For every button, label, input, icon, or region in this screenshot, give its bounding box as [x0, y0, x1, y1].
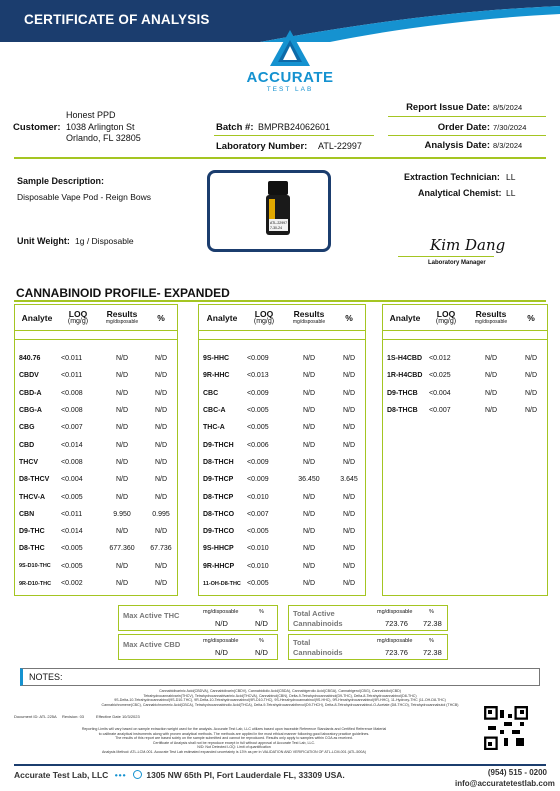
analyte-cell: CBD-A [19, 389, 42, 397]
manager-title: Laboratory Manager [428, 260, 486, 266]
analyte-cell: CBN [19, 510, 35, 518]
disclaimer-line: to calibrate analytical instruments along with proven analytical methods. The methods are applied in the most ethical manner following good laboratory practice guidelines. [98, 731, 370, 736]
result-cell: N/D [302, 389, 316, 397]
analyte-cell: 9S-HHC [203, 355, 230, 363]
percent-header: % [429, 638, 434, 644]
loq-cell: <0.005 [247, 528, 269, 536]
result-cell: N/D [484, 389, 498, 397]
loq-cell: <0.005 [61, 545, 83, 553]
analyte-cell: CBC-A [203, 407, 226, 415]
divider [214, 135, 374, 136]
column-header-percent: % [527, 312, 535, 323]
location-pin-icon [133, 770, 142, 779]
table-row [199, 402, 365, 419]
analytical-chemist-value: LL [506, 188, 516, 198]
loq-cell: <0.010 [247, 545, 269, 553]
loq-cell: <0.005 [61, 562, 83, 570]
loq-cell: <0.009 [247, 458, 269, 466]
notes-box [20, 668, 540, 686]
analysis-date-label: Analysis Date: [424, 140, 490, 151]
cannabinoid-table-1 [14, 304, 178, 596]
table-header [15, 305, 177, 331]
total-active-percent: 72.38 [423, 619, 442, 628]
total-active-cannabinoids-box [288, 605, 448, 631]
result-cell: N/D [115, 493, 129, 501]
table-row [383, 350, 547, 367]
result-cell: N/D [115, 458, 129, 466]
disclaimer-line: The results of this report are based solely on the sample submitted and cannot be reproduced. Results only apply to samples within COA as received. [115, 736, 353, 741]
table-body [199, 339, 365, 595]
analyte-cell: 9R-D10-THC [19, 580, 52, 587]
loq-cell: <0.011 [61, 510, 83, 518]
analyte-cell: 840.76 [19, 355, 41, 363]
lab-number-label: Laboratory Number: [216, 141, 308, 152]
table-row [199, 419, 365, 436]
table-row [15, 350, 177, 367]
customer-address-1: 1038 Arlington St [66, 122, 135, 132]
column-header-analyte: Analyte [21, 312, 53, 323]
abbreviation-line: 9S-Delta-10-Tetrahydrocannabinol(9S-D10-THC), 9R-Delta-10-Tetrahydrocannabinol(9R-D10-THC), 9S-Hexahydrocannabinol(9S-HHC), 9R-Hexahydrocannabinol(9R-HHC), 11-Hydroxy-THC (11-OH-D8-THC) [114, 698, 446, 703]
table-row [199, 540, 365, 557]
analyte-cell: 9S-D10-THC [19, 563, 51, 570]
document-revision: Revision: 03 [62, 714, 85, 719]
loq-cell: <0.005 [61, 493, 83, 501]
customer-address-2: Orlando, FL 32805 [66, 133, 141, 143]
percent-cell: N/D [154, 372, 168, 380]
percent-cell: N/D [154, 493, 168, 501]
loq-cell: <0.008 [61, 458, 83, 466]
table-row [15, 436, 177, 453]
document-effective-date: Effective Date 10/3/2023 [96, 714, 140, 719]
loq-cell: <0.025 [429, 372, 451, 380]
column-header-results: Results mg/disposable [292, 308, 326, 325]
total-mg: 723.76 [385, 648, 408, 657]
percent-cell: N/D [342, 372, 356, 380]
extraction-technician-label: Extraction Technician: [404, 172, 500, 182]
loq-cell: <0.009 [247, 389, 269, 397]
divider [388, 116, 546, 117]
percent-cell: N/D [154, 476, 168, 484]
result-cell: N/D [302, 424, 316, 432]
sample-photo [207, 170, 331, 252]
manager-signature: Kim Dang [430, 236, 506, 254]
result-cell: N/D [302, 441, 316, 449]
analysis-date-value: 8/3/2024 [493, 141, 523, 150]
loq-cell: <0.007 [61, 424, 83, 432]
abbreviation-line: Cannabichromene(CBC), Cannabichromenic Acid(CBCA), Tetrahydrocannabinolic Acid(THCA), Delta-9-Tetrahydrocannabihexol(D9-THCH), Delta-8-Tetrahydrocannabinol-O-Acetate (D8-THCO), Tetrahydrocannabutol (THCB) [101, 702, 459, 707]
result-cell: N/D [115, 389, 129, 397]
result-cell: N/D [115, 528, 129, 536]
table-row [199, 575, 365, 592]
loq-cell: <0.007 [247, 510, 269, 518]
percent-cell: N/D [342, 545, 356, 553]
column-header-loq: LOQ (mg/g) [253, 308, 275, 325]
vape-pod-image [210, 173, 328, 249]
result-cell: N/D [115, 562, 129, 570]
mg-header: mg/disposable [377, 638, 413, 644]
company-address: 1305 NW 65th Pl, Fort Lauderdale FL, 33309 USA. [146, 770, 345, 780]
analytical-chemist-label: Analytical Chemist: [418, 188, 502, 198]
percent-cell: N/D [154, 580, 168, 587]
max-active-cbd-box [118, 634, 278, 660]
table-row [199, 454, 365, 471]
analyte-cell: D8-THCP [203, 493, 234, 501]
percent-cell: N/D [342, 528, 356, 536]
analyte-cell: D8-THCO [203, 510, 235, 518]
total-label-1: Total [293, 638, 311, 647]
document-title: CERTIFICATE OF ANALYSIS [24, 12, 210, 27]
logo-triangle-icon [270, 30, 310, 66]
report-issue-date-value: 8/5/2024 [493, 103, 523, 112]
sample-tag-lab-number: ATL-22997 [270, 221, 288, 225]
notes-label: NOTES: [29, 672, 63, 682]
analyte-cell: D9-THCO [203, 528, 235, 536]
result-cell: N/D [115, 476, 129, 484]
table-body [15, 339, 177, 595]
footer-company [14, 770, 345, 780]
percent-cell: N/D [524, 372, 538, 380]
disclaimer-line: Certificate of Analysis shall not be reproduce except in full without approval of Accurate Test Lab, LLC. [152, 740, 316, 745]
disclaimer-line: N/D: Not Detected LOQ: Limit of quantification [197, 745, 271, 750]
analyte-cell: D8-THC [19, 545, 45, 553]
table-header [383, 305, 547, 331]
footer-divider [14, 764, 546, 766]
percent-cell: N/D [524, 389, 538, 397]
percent-cell: N/D [524, 407, 538, 415]
result-cell: N/D [302, 510, 316, 518]
analyte-cell: 9S-HHCP [203, 545, 234, 553]
table-row [199, 436, 365, 453]
table-row [199, 471, 365, 488]
percent-cell: N/D [342, 355, 356, 363]
analyte-cell: 11-OH-D8-THC [203, 580, 241, 587]
result-cell: N/D [302, 562, 316, 570]
percent-cell: N/D [342, 493, 356, 501]
percent-cell: N/D [342, 562, 356, 570]
table-header [199, 305, 365, 331]
percent-cell: N/D [154, 441, 168, 449]
analyte-cell: CBD [19, 441, 35, 449]
loq-cell: <0.014 [61, 441, 83, 449]
loq-cell: <0.008 [61, 407, 83, 415]
total-percent: 72.38 [423, 648, 442, 657]
analyte-cell: CBC [203, 389, 219, 397]
total-active-label-1: Total Active [293, 609, 335, 618]
column-header-loq: LOQ (mg/g) [67, 308, 89, 325]
percent-cell: N/D [154, 424, 168, 432]
result-cell: N/D [115, 407, 129, 415]
max-active-cbd-percent: N/D [255, 648, 268, 657]
result-cell: N/D [302, 372, 316, 380]
max-active-cbd-mg: N/D [215, 648, 228, 657]
table-row [199, 385, 365, 402]
analyte-cell: D8-THCH [203, 458, 234, 466]
max-active-cbd-label: Max Active CBD [123, 640, 181, 649]
result-cell: N/D [302, 458, 316, 466]
percent-cell: N/D [154, 407, 168, 415]
result-cell: N/D [302, 407, 316, 415]
column-header-percent: % [157, 312, 165, 323]
analyte-cell: D8-THCV [19, 476, 50, 484]
result-cell: N/D [484, 355, 498, 363]
percent-cell: N/D [524, 355, 538, 363]
unit-weight-value: 1g / Disposable [75, 236, 134, 246]
max-active-thc-percent: N/D [255, 619, 268, 628]
result-cell: N/D [484, 407, 498, 415]
percent-cell: N/D [154, 355, 168, 363]
profile-title: CANNABINOID PROFILE- EXPANDED [16, 286, 230, 300]
table-row [15, 454, 177, 471]
column-header-loq: LOQ (mg/g) [435, 308, 457, 325]
column-header-results: Results mg/disposable [105, 308, 139, 325]
loq-cell: <0.011 [61, 372, 83, 380]
lab-number-value: ATL-22997 [318, 141, 362, 151]
disclaimer-line: Reporting Limits will vary based on sample extraction weight used for the analysis. Accurate Test Lab, LLC utilizes based upon traceable Reference Standards and Certified Reference Material [81, 727, 387, 731]
document-id: Document ID: ATL 225A [14, 714, 57, 719]
section-divider [14, 157, 546, 159]
customer-name: Honest PPD [66, 110, 116, 120]
result-cell: N/D [302, 545, 316, 553]
company-logo [235, 30, 345, 93]
table-row [383, 402, 547, 419]
table-row [199, 558, 365, 575]
percent-header: % [259, 609, 264, 615]
analyte-cell: D9-THC [19, 528, 45, 536]
result-cell: N/D [115, 580, 129, 587]
loq-cell: <0.012 [429, 355, 451, 363]
loq-cell: <0.009 [247, 355, 269, 363]
company-phone[interactable]: (954) 515 - 0200 [487, 768, 547, 777]
table-row [15, 558, 177, 575]
percent-cell: 67.736 [150, 545, 172, 553]
percent-cell: N/D [154, 389, 168, 397]
loq-cell: <0.007 [429, 407, 451, 415]
sample-description-label: Sample Description: [17, 176, 105, 186]
loq-cell: <0.002 [61, 580, 83, 587]
abbreviations-block [20, 689, 540, 707]
result-cell: 9.950 [113, 510, 131, 518]
analyte-cell: THCV [19, 458, 39, 466]
result-cell: N/D [115, 372, 129, 380]
cannabinoid-table-2 [198, 304, 366, 596]
loq-cell: <0.005 [247, 580, 269, 587]
table-row [15, 402, 177, 419]
percent-cell: N/D [154, 562, 168, 570]
disclaimer-block [14, 727, 454, 755]
percent-cell: N/D [342, 441, 356, 449]
unit-weight-label: Unit Weight: [17, 236, 70, 246]
table-row [15, 419, 177, 436]
result-cell: N/D [302, 580, 316, 587]
table-row [199, 506, 365, 523]
result-cell: N/D [115, 355, 129, 363]
logo-name: ACCURATE [246, 69, 334, 86]
cannabinoid-table-3 [382, 304, 548, 596]
table-row [15, 575, 177, 592]
table-row [383, 367, 547, 384]
column-header-analyte: Analyte [389, 312, 421, 323]
column-header-percent: % [345, 312, 353, 323]
result-cell: N/D [302, 355, 316, 363]
loq-cell: <0.004 [61, 476, 83, 484]
table-row [15, 367, 177, 384]
order-date-value: 7/30/2024 [493, 123, 527, 132]
loq-cell: <0.013 [247, 372, 269, 380]
report-issue-date-label: Report Issue Date: [406, 102, 490, 113]
percent-header: % [259, 638, 264, 644]
analyte-cell: 9R-HHC [203, 372, 230, 380]
table-row [199, 367, 365, 384]
loq-cell: <0.010 [247, 493, 269, 501]
analyte-cell: CBG-A [19, 407, 42, 415]
result-cell: N/D [115, 424, 129, 432]
column-header-results: Results mg/disposable [474, 308, 508, 325]
table-body [383, 339, 547, 595]
table-row [199, 488, 365, 505]
max-active-thc-label: Max Active THC [123, 611, 180, 620]
result-cell: N/D [484, 372, 498, 380]
mg-header: mg/disposable [203, 638, 239, 644]
abbreviation-line: Cannabidivarinic Acid(CBDVA), Cannabidivarin(CBDV), Cannabidiolic Acid(CBDA), Cannabigerolic Acid(CBGA), Cannabigerol(CBG), Cannabidiol(CBD) [159, 689, 401, 693]
company-email[interactable]: info@accuratetestlab.com [455, 779, 555, 788]
max-active-thc-mg: N/D [215, 619, 228, 628]
table-row [15, 540, 177, 557]
percent-cell: N/D [342, 424, 356, 432]
percent-cell: N/D [342, 389, 356, 397]
analyte-cell: 9R-HHCP [203, 562, 235, 570]
percent-cell: N/D [342, 458, 356, 466]
extraction-technician-value: LL [506, 172, 516, 182]
total-active-mg: 723.76 [385, 619, 408, 628]
qr-code-icon[interactable] [484, 706, 528, 750]
analyte-cell: D8-THCB [387, 407, 418, 415]
section-divider [14, 300, 546, 302]
loq-cell: <0.009 [247, 476, 269, 484]
footer-dots-icon: ••• [114, 770, 127, 780]
table-row [383, 385, 547, 402]
signature-line [398, 256, 494, 257]
percent-cell: 3.645 [340, 476, 358, 484]
result-cell: N/D [115, 441, 129, 449]
result-cell: 677.360 [109, 545, 135, 553]
customer-label: Customer: [13, 122, 61, 133]
divider [388, 135, 546, 136]
max-active-thc-box [118, 605, 278, 631]
analyte-cell: CBDV [19, 372, 39, 380]
percent-cell: N/D [154, 528, 168, 536]
loq-cell: <0.010 [247, 562, 269, 570]
analyte-cell: 1S-H4CBD [387, 355, 423, 363]
loq-cell: <0.004 [429, 389, 451, 397]
abbreviation-line: Tetrahydrocannabivarin(THCV), Tetrahydrocannabivarinic Acid(THCVA), Cannabinol(CBN), Delta-9-Tetrahydrocannabinol(D9-THC), Delta-8-Tetrahydrocannabinol(D8-THC) [143, 693, 417, 698]
mg-header: mg/disposable [203, 609, 239, 615]
total-active-label-2: Cannabinoids [293, 619, 343, 628]
loq-cell: <0.014 [61, 528, 83, 536]
table-row [15, 385, 177, 402]
sample-tag-date: 7-30-24 [270, 226, 283, 230]
result-cell: 36.450 [298, 476, 320, 484]
batch-value: BMPRB24062601 [258, 122, 331, 132]
analyte-cell: THCV-A [19, 493, 46, 501]
total-label-2: Cannabinoids [293, 648, 343, 657]
percent-cell: N/D [342, 580, 356, 587]
disclaimer-line: Analysis Method: ATL-LCM-001. Accurate Test Lab estimated expanded uncertainty is 13% as per in VALIDATION AND VERIFICATION OF ATL-LCM-001 (ATL-500A) [102, 749, 366, 754]
percent-header: % [429, 609, 434, 615]
order-date-label: Order Date: [437, 122, 490, 133]
mg-header: mg/disposable [377, 609, 413, 615]
loq-cell: <0.008 [61, 389, 83, 397]
table-row [15, 506, 177, 523]
percent-cell: N/D [342, 510, 356, 518]
analyte-cell: D9-THCH [203, 441, 234, 449]
table-row [199, 523, 365, 540]
sample-description-value: Disposable Vape Pod - Reign Bows [17, 192, 152, 202]
percent-cell: 0.995 [152, 510, 170, 518]
result-cell: N/D [302, 528, 316, 536]
table-row [199, 350, 365, 367]
analyte-cell: D9-THCP [203, 476, 234, 484]
loq-cell: <0.005 [247, 407, 269, 415]
analyte-cell: D9-THCB [387, 389, 418, 397]
percent-cell: N/D [342, 407, 356, 415]
total-cannabinoids-box [288, 634, 448, 660]
table-row [15, 471, 177, 488]
footer-contact [455, 768, 555, 788]
company-name: Accurate Test Lab, LLC [14, 770, 109, 780]
column-header-analyte: Analyte [206, 312, 238, 323]
loq-cell: <0.005 [247, 424, 269, 432]
batch-label: Batch #: [216, 122, 254, 133]
analyte-cell: THC-A [203, 424, 225, 432]
logo-subtitle: TEST LAB [266, 86, 314, 93]
analyte-cell: CBG [19, 424, 35, 432]
percent-cell: N/D [154, 458, 168, 466]
loq-cell: <0.011 [61, 355, 83, 363]
table-row [15, 523, 177, 540]
table-row [15, 488, 177, 505]
analyte-cell: 1R-H4CBD [387, 372, 423, 380]
result-cell: N/D [302, 493, 316, 501]
loq-cell: <0.006 [247, 441, 269, 449]
